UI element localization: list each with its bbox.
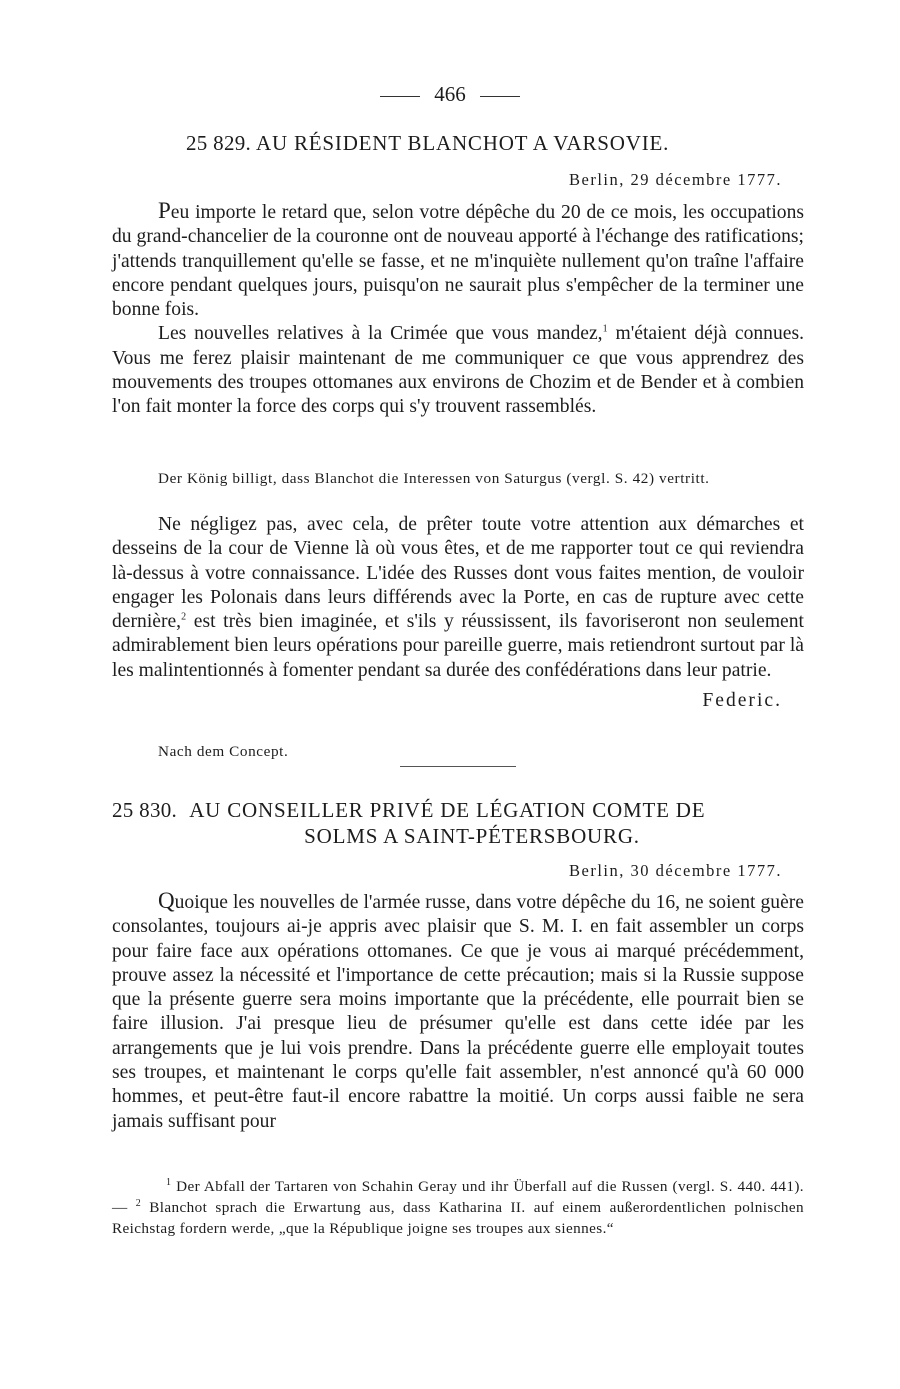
footnote-2: Blanchot sprach die Erwartung aus, dass Katharina II. auf einem außerordentlichen polnischen Reichstag fordern werde, „que la République joigne ses troupes aux siennes.“ [112,1199,804,1237]
editorial-note: Der König billigt, dass Blanchot die Interessen von Saturgus (vergl. S. 42) vertritt. [158,470,710,487]
letter-1-heading [186,130,786,156]
signature: Federic. [702,690,782,712]
letter-1-paragraph-1: Peu importe le retard que, selon votre dépêche du 20 de ce mois, les occupations du grand-chancelier de la couronne ont de nouveau apporté à l'échange des ratifications; j'attends tranquillement qu'elle se fasse, et ne m'inquiète nullement qu'on traîne l'affaire encore pendant quelques jours, puisqu'on ne saurait plus s'empêcher de la terminer une bonne fois. [112,198,804,321]
letter-1-dateline: Berlin, 29 décembre 1777. [569,170,782,189]
page-number-dash-right [480,96,520,97]
letter-1-paragraph-3: Ne négligez pas, avec cela, de prêter toute votre attention aux démarches et desseins de la cour de Vienne là où vous êtes, et de me rapporter tout ce qui reviendra là-dessus à votre connaissance. L'idée des Russes dont vous faites mention, de vouloir engager les Polonais dans leurs différends avec la Porte, en cas de rupture avec cette dernière,$^2$ est très bien imaginée, et s'ils y réussissent, ils favoriseront non seulement admirablement bien leurs opérations pour pareille guerre, mais retiendront surtout par là les malintentionnés à fomenter pendant sa durée des confédérations dans leur patrie. Federic. [112,513,804,683]
footnote-ref-2: 2 [181,611,187,623]
section-divider [400,766,516,767]
letter-2-title-line-1: AU CONSEILLER PRIVÉ DE LÉGATION COMTE DE [189,798,706,822]
letter-2-dateline: Berlin, 30 décembre 1777. [569,861,782,880]
drop-initial: Q [158,888,175,913]
source-note: Nach dem Concept. [158,743,289,760]
letter-1-body [112,199,804,420]
footnotes [112,1176,804,1239]
letter-2-paragraph-1: Quoique les nouvelles de l'armée russe, dans votre dépêche du 16, ne soient guère consolantes, toujours ai-je appris avec plaisir que S. M. I. en fait assembler un corps pour faire face aux opérations ottomanes. Ce que je vous ai marqué précédemment, prouve assez la nécessité et l'importance de cette précaution; mais si la Russie suppose que la présente guerre sera moins importante que la précédente, elle pourrait bien se faire illusion. J'ai presque lieu de présumer qu'elle est dans cette idée par les arrangements que je lui vois prendre. Dans la précédente guerre elle employait toutes ses troupes, et maintenant le corps qu'elle fait assembler, n'est annoncé qu'à 60 000 hommes, et peut-être faut-il encore rabattre la moitié. Un corps aussi faible ne sera jamais suffisant pour [112,888,804,1132]
letter-2-number: 25 830. [112,798,178,822]
page-number-dash-left [380,96,420,97]
letter-1-number: 25 829. [186,131,252,155]
page-number: 466 [0,82,900,107]
letter-2-body [112,889,804,1134]
letter-2-title-line-2: SOLMS A SAINT-PÉTERSBOURG. [304,824,640,848]
footnote-ref-1: 1 [602,323,608,335]
footnote-mark-1: 1 [166,1176,172,1188]
letter-2-heading [112,797,802,849]
drop-initial: P [158,198,171,223]
letter-1-body-continued [112,513,804,712]
letter-1-title: AU RÉSIDENT BLANCHOT A VARSOVIE. [256,131,670,155]
footnote-mark-2: 2 [135,1197,142,1209]
footnote-1: Der Abfall der Tartaren von Schahin Geray und ihr Überfall auf die Russen (vergl. S. 440. 441). — [112,1178,804,1216]
letter-1-paragraph-2: Les nouvelles relatives à la Crimée que vous mandez,$^1$ m'étaient déjà connues. Vous me ferez plaisir maintenant de me communiquer ce que vous apprendrez des mouvements des troupes ottomanes aux environs de Chozim et de Bender et à combien l'on fait monter la force des corps qui s'y trouvent rassemblés. [112,323,804,418]
